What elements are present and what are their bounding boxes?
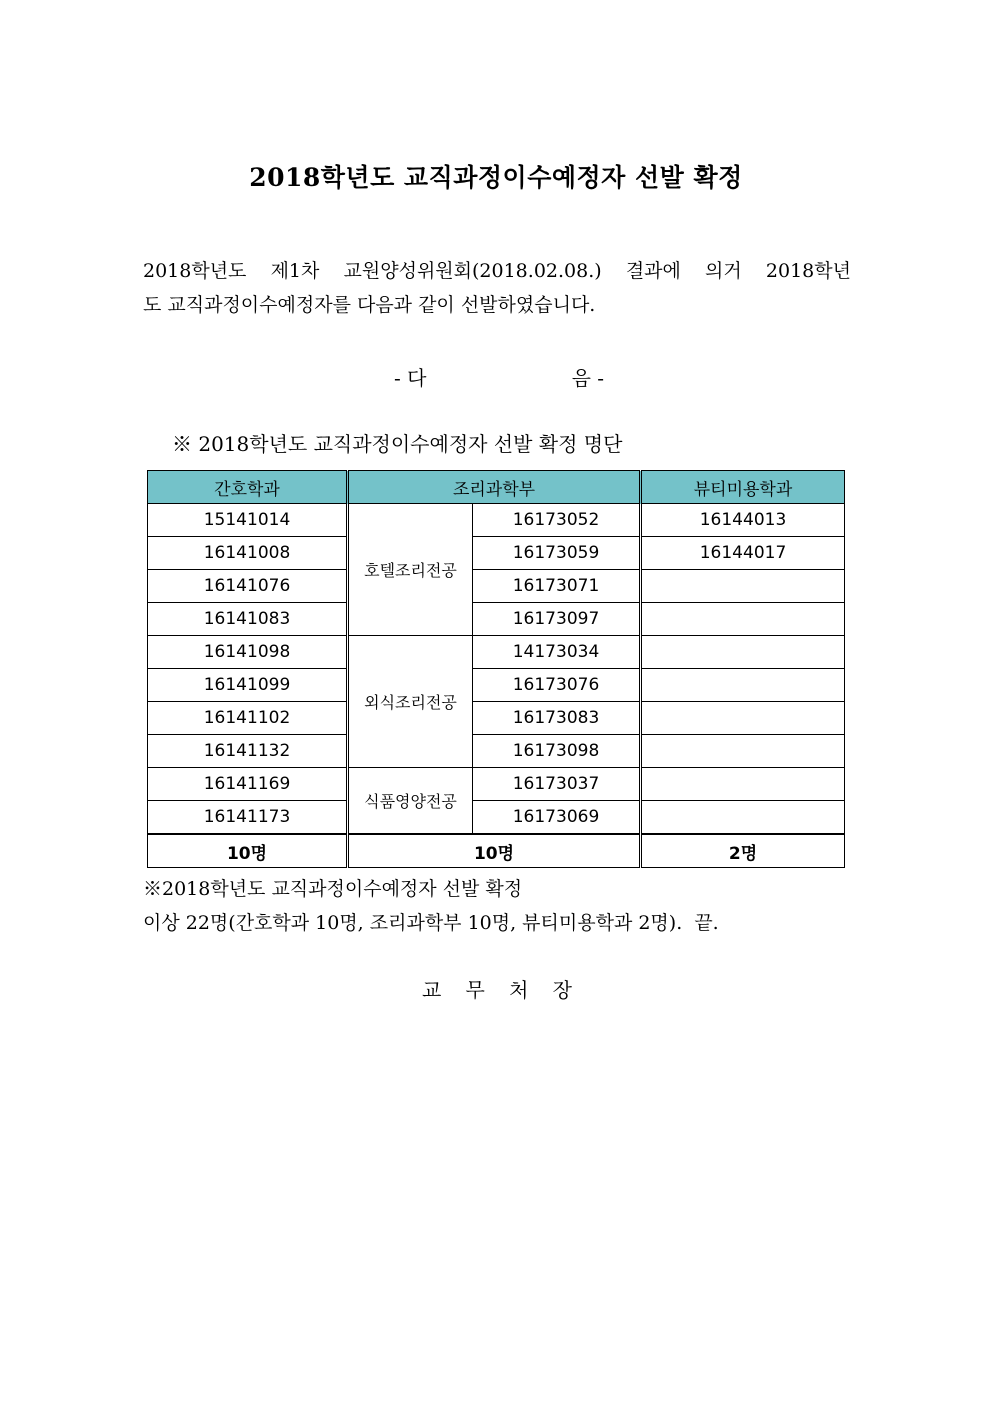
signer-char: 처: [509, 978, 529, 1002]
table-total-row: [148, 834, 845, 868]
header-nursing: 간호학과: [148, 471, 348, 504]
beauty-empty-cell: [641, 570, 845, 603]
nursing-id: 16141099: [148, 669, 348, 702]
beauty-empty-cell: [641, 702, 845, 735]
summary-note-line-2: 이상 22명(간호학과 10명, 조리과학부 10명, 뷰티미용학과 2명). 끝.: [143, 912, 719, 934]
culinary-id: 16173069: [473, 801, 641, 835]
table-header-row: [148, 471, 845, 504]
culinary-major: 식품영양전공: [348, 768, 473, 835]
table-row: [148, 801, 845, 835]
summary-note-line-1: ※2018학년도 교직과정이수예정자 선발 확정: [143, 878, 523, 900]
culinary-major: 호텔조리전공: [348, 504, 473, 636]
culinary-id: 16173071: [473, 570, 641, 603]
culinary-id: 16173097: [473, 603, 641, 636]
culinary-id: 16173083: [473, 702, 641, 735]
beauty-empty-cell: [641, 603, 845, 636]
intro-line-1: [143, 254, 851, 288]
signer: [422, 974, 572, 1003]
signer-char: 장: [552, 978, 572, 1002]
beauty-empty-cell: [641, 768, 845, 801]
intro-word: 결과에: [625, 260, 681, 282]
nursing-id: 16141083: [148, 603, 348, 636]
beauty-id: 16144017: [641, 537, 845, 570]
beauty-empty-cell: [641, 669, 845, 702]
table-row: [148, 702, 845, 735]
table-row: [148, 768, 845, 801]
nursing-id: 16141102: [148, 702, 348, 735]
header-beauty: 뷰티미용학과: [641, 471, 845, 504]
nursing-id: 16141132: [148, 735, 348, 768]
list-title: ※ 2018학년도 교직과정이수예정자 선발 확정 명단: [172, 432, 623, 456]
total-beauty: 2명: [641, 834, 845, 868]
intro-paragraph: [143, 254, 851, 322]
intro-word: 의거: [705, 260, 742, 282]
intro-word: 교원양성위원회(2018.02.08.): [343, 260, 602, 282]
intro-word: 2018학년: [765, 260, 851, 282]
table-row: [148, 504, 845, 537]
section-heading: [394, 362, 604, 391]
signer-char: 교: [422, 978, 442, 1002]
table-row: [148, 669, 845, 702]
beauty-empty-cell: [641, 801, 845, 835]
table-row: [148, 603, 845, 636]
beauty-empty-cell: [641, 735, 845, 768]
intro-word: 2018학년도: [143, 260, 247, 282]
nursing-id: 15141014: [148, 504, 348, 537]
beauty-id: 16144013: [641, 504, 845, 537]
culinary-major: 외식조리전공: [348, 636, 473, 768]
intro-line-2: 도 교직과정이수예정자를 다음과 같이 선발하였습니다.: [143, 294, 596, 316]
document-title: 2018학년도 교직과정이수예정자 선발 확정: [249, 163, 743, 192]
culinary-id: 16173098: [473, 735, 641, 768]
culinary-id: 16173076: [473, 669, 641, 702]
culinary-id: 16173052: [473, 504, 641, 537]
nursing-id: 16141173: [148, 801, 348, 835]
section-heading-right: 음 -: [571, 366, 604, 390]
culinary-id: 14173034: [473, 636, 641, 669]
nursing-id: 16141169: [148, 768, 348, 801]
beauty-empty-cell: [641, 636, 845, 669]
culinary-id: 16173059: [473, 537, 641, 570]
nursing-id: 16141076: [148, 570, 348, 603]
table-row: [148, 636, 845, 669]
selection-table: [147, 470, 845, 868]
culinary-id: 16173037: [473, 768, 641, 801]
intro-word: 제1차: [270, 260, 320, 282]
table-row: [148, 537, 845, 570]
total-nursing: 10명: [148, 834, 348, 868]
nursing-id: 16141098: [148, 636, 348, 669]
nursing-id: 16141008: [148, 537, 348, 570]
summary-note: [143, 872, 719, 940]
table-row: [148, 735, 845, 768]
header-culinary: 조리과학부: [348, 471, 641, 504]
signer-char: 무: [465, 978, 485, 1002]
table-row: [148, 570, 845, 603]
total-culinary: 10명: [348, 834, 641, 868]
section-heading-left: - 다: [394, 366, 427, 390]
